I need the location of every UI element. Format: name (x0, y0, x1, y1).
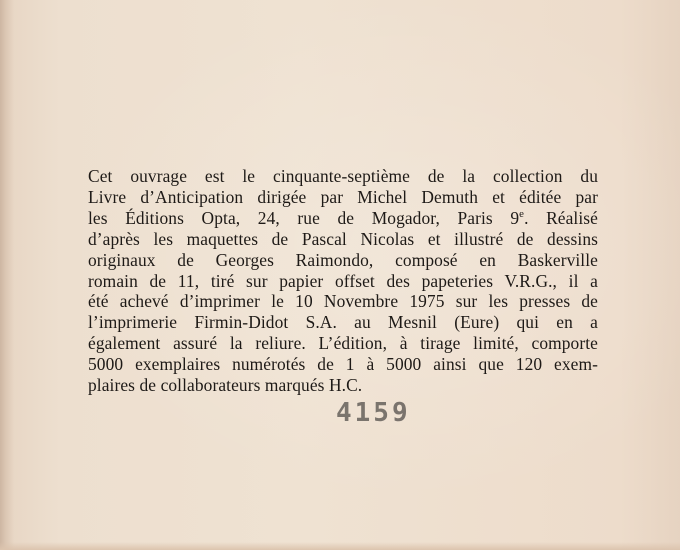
colophon-line: également assuré la reliure. L’édition, à tirage limité, comporte (88, 333, 598, 354)
colophon-line: les Éditions Opta, 24, rue de Mogador, Paris 9e. Réalisé (88, 207, 598, 228)
colophon-line: d’après les maquettes de Pascal Nicolas et illustré de dessins (88, 228, 598, 249)
colophon-line: été achevé d’imprimer le 10 Novembre 1975 sur les presses de (88, 291, 598, 312)
colophon-text (88, 166, 598, 396)
colophon-line: l’imprimerie Firmin-Didot S.A. au Mesnil (Eure) qui en a (88, 312, 598, 333)
colophon-line: Cet ouvrage est le cinquante-septième de la collection du (88, 166, 598, 186)
colophon-line: 5000 exemplaires numérotés de 1 à 5000 ainsi que 120 exem- (88, 354, 598, 375)
page-bottom-edge (0, 542, 680, 550)
colophon-line: romain de 11, tiré sur papier offset des papeteries V.R.G., il a (88, 270, 598, 291)
colophon-line: plaires de collaborateurs marqués H.C. (88, 375, 363, 396)
copy-number-stamp: 4159 (336, 398, 411, 428)
ordinal-suffix: e (519, 208, 525, 221)
page-gutter-shadow (0, 0, 14, 550)
colophon-line: Livre d’Anticipation dirigée par Michel Demuth et éditée par (88, 186, 598, 207)
colophon-line: originaux de Georges Raimondo, composé en Baskerville (88, 249, 598, 270)
